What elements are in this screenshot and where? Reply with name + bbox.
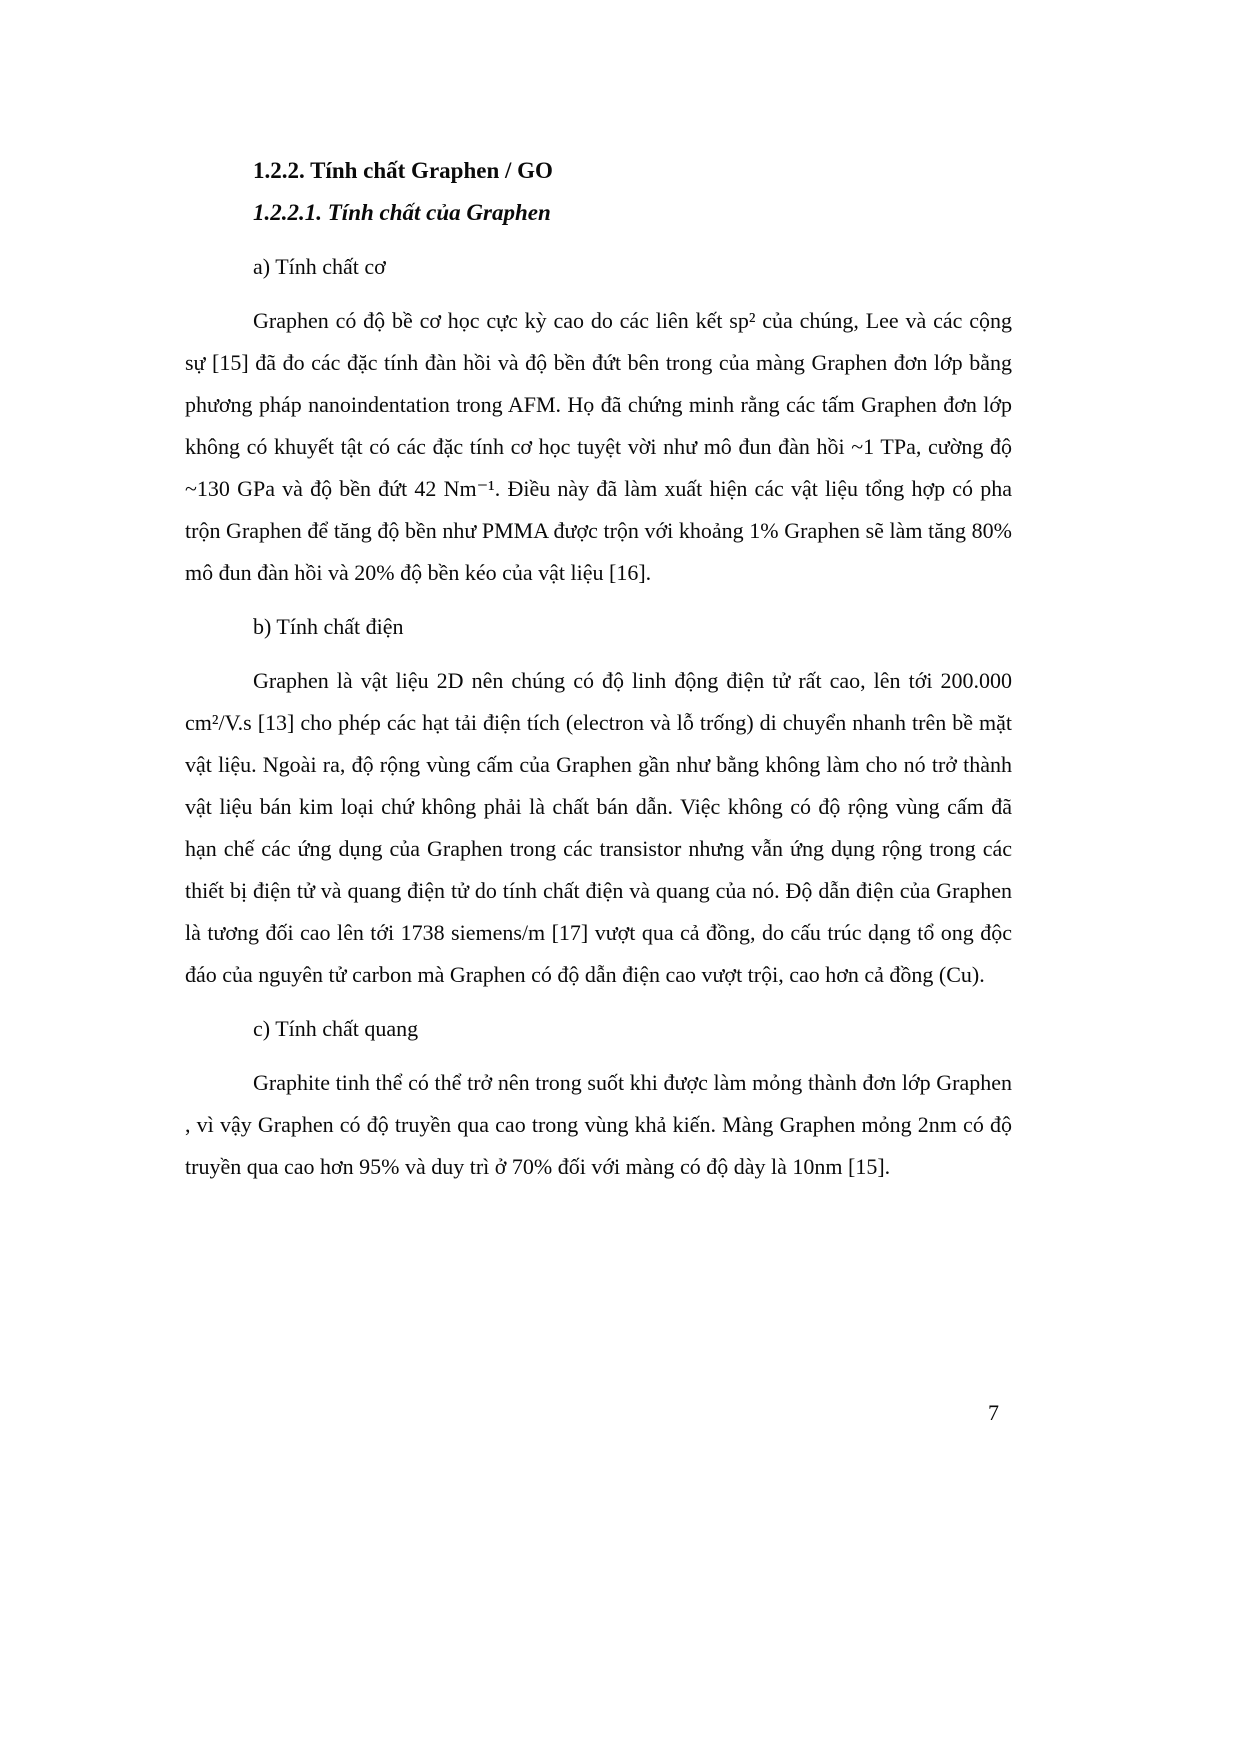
subheading-mechanical-properties: a) Tính chất cơ: [253, 254, 386, 279]
paragraph-mechanical-properties: Graphen có độ bề cơ học cực kỳ cao do các liên kết sp² của chúng, Lee và các cộng sự [15] đã đo các đặc tính đàn hồi và độ bền đứt bên trong của màng Graphen đơn lớp bằng phương pháp nanoindentation trong AFM. Họ đã chứng minh rằng các tấm Graphen đơn lớp không có khuyết tật có các đặc tính cơ học tuyệt vời như mô đun đàn hồi ~1 TPa, cường độ ~130 GPa và độ bền đứt 42 Nm⁻¹. Điều này đã làm xuất hiện các vật liệu tổng hợp có pha trộn Graphen để tăng độ bền như PMMA được trộn với khoảng 1% Graphen sẽ làm tăng 80% mô đun đàn hồi và 20% độ bền kéo của vật liệu [16].: [185, 308, 1012, 585]
section-heading: 1.2.2. Tính chất Graphen / GO: [253, 158, 553, 183]
subheading-electrical-properties: b) Tính chất điện: [253, 614, 404, 639]
paragraph-electrical-properties: Graphen là vật liệu 2D nên chúng có độ linh động điện tử rất cao, lên tới 200.000 cm²/V.s [13] cho phép các hạt tải điện tích (electron và lỗ trống) di chuyển nhanh trên bề mặt vật liệu. Ngoài ra, độ rộng vùng cấm của Graphen gần như bằng không làm cho nó trở thành vật liệu bán kim loại chứ không phải là chất bán dẫn. Việc không có độ rộng vùng cấm đã hạn chế các ứng dụng của Graphen trong các transistor nhưng vẫn ứng dụng rộng trong các thiết bị điện tử và quang điện tử do tính chất điện và quang của nó. Độ dẫn điện của Graphen là tương đối cao lên tới 1738 siemens/m [17] vượt qua cả đồng, do cấu trúc dạng tổ ong độc đáo của nguyên tử carbon mà Graphen có độ dẫn điện cao vượt trội, cao hơn cả đồng (Cu).: [185, 668, 1012, 987]
page-number: 7: [988, 1400, 999, 1425]
subheading-optical-properties: c) Tính chất quang: [253, 1016, 419, 1041]
subsection-heading: 1.2.2.1. Tính chất của Graphen: [253, 200, 551, 225]
paragraph-optical-properties: Graphite tinh thể có thể trở nên trong suốt khi được làm mỏng thành đơn lớp Graphen , vì vậy Graphen có độ truyền qua cao trong vùng khả kiến. Màng Graphen mỏng 2nm có độ truyền qua cao hơn 95% và duy trì ở 70% đối với màng có độ dày là 10nm [15].: [185, 1070, 1012, 1179]
